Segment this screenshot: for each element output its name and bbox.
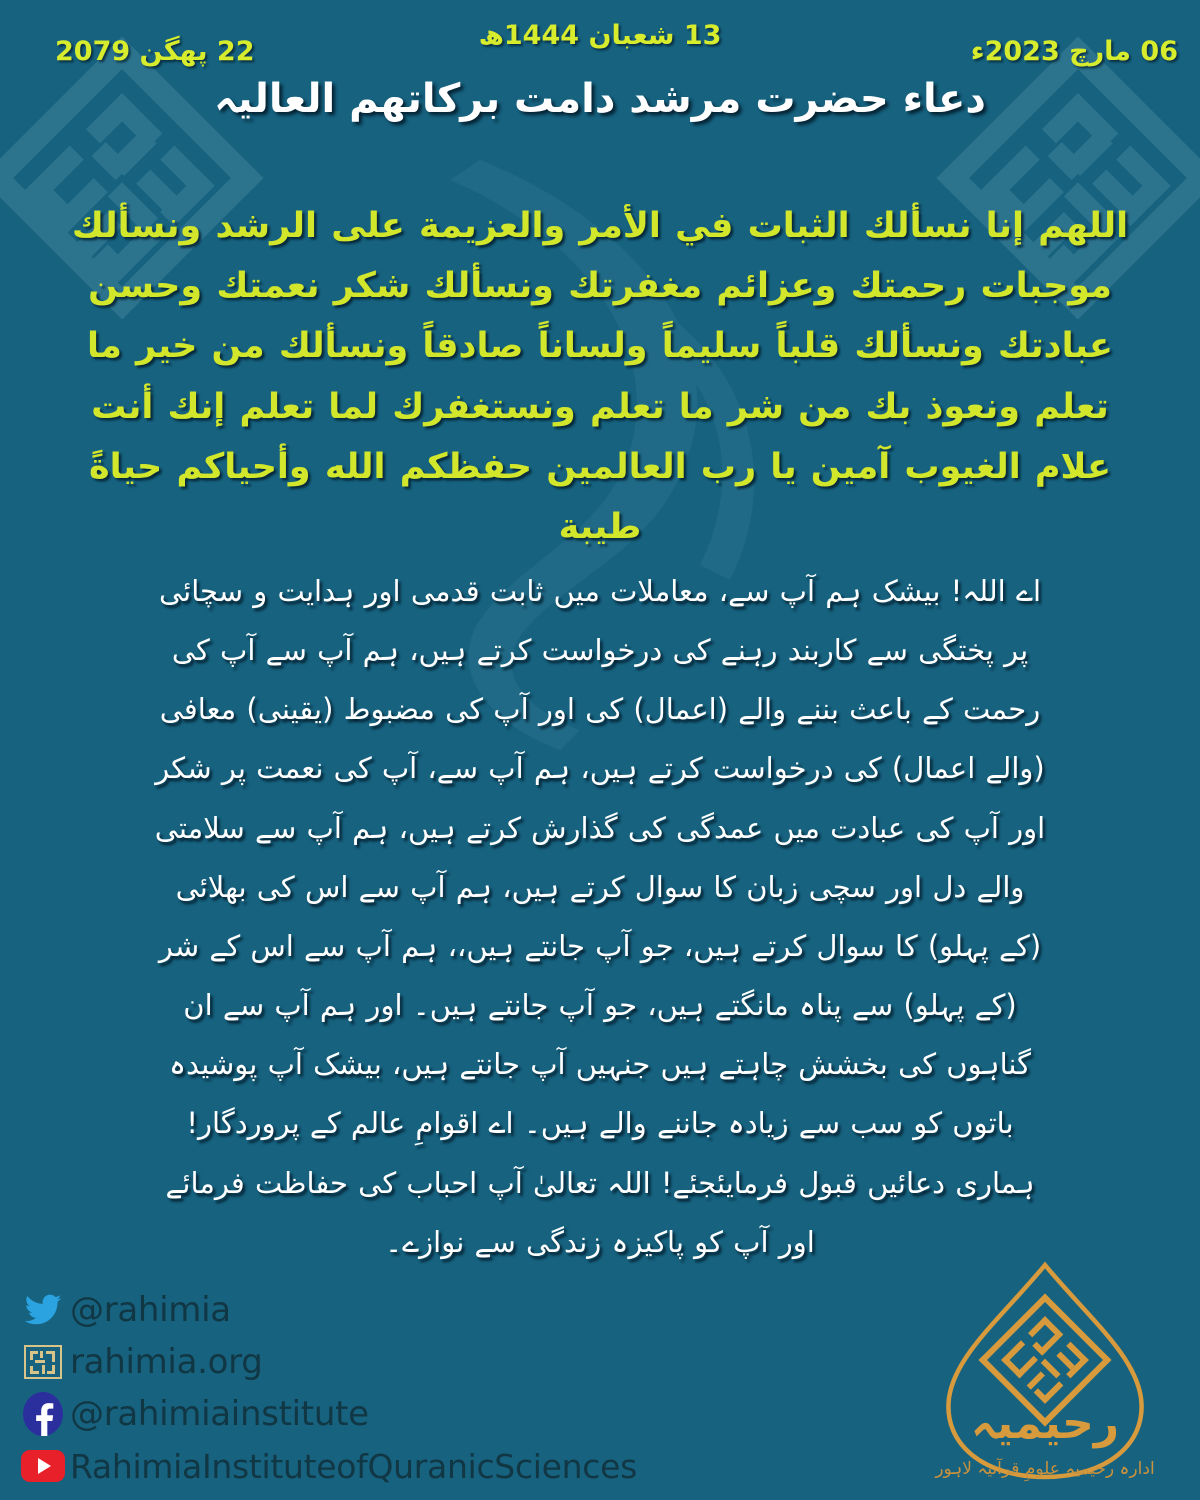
youtube-handle: RahimiaInstituteofQuranicSciences	[70, 1446, 638, 1486]
website-handle: rahimia.org	[70, 1342, 263, 1382]
page-title: دعاء حضرت مرشد دامت برکاتھم العالیہ	[214, 76, 986, 122]
bikrami-date: 22 پھگن 2079	[55, 36, 255, 67]
logo-wordmark: رحیمیہ	[970, 1398, 1120, 1449]
logo-dome-icon	[930, 1255, 1160, 1490]
date-line	[0, 18, 1200, 78]
logo-subtitle: ادارہ رحیمیہ علومِ قرآنیہ لاہور	[935, 1459, 1155, 1479]
twitter-handle: @rahimia	[70, 1290, 231, 1330]
social-link-facebook[interactable]	[22, 1388, 637, 1440]
social-link-youtube[interactable]	[22, 1440, 637, 1492]
institute-logo	[930, 1255, 1160, 1490]
facebook-icon	[22, 1393, 64, 1435]
website-icon	[22, 1341, 64, 1383]
footer	[0, 1240, 1200, 1500]
urdu-translation-text: اے اللہ! بیشک ہم آپ سے، معاملات میں ثابت قدمی اور ہدایت و سچائی پر پختگی سے کاربند رہنے کی درخواست کرتے ہیں، ہم آپ سے آپ کی رحمت کے باعث بننے والے (اعمال) کی اور آپ کی مضبوط (یقینی) معافی (والے اعمال) کی درخواست کرتے ہیں، ہم آپ سے، آپ کی نعمت پر شکر اور آپ کی عبادت میں عمدگی کی گذارش کرتے ہیں، ہم آپ سے سلامتی والے دل اور سچی زبان کا سوال کرتے ہیں، ہم آپ سے اس کی بھلائی (کے پہلو) کا سوال کرتے ہیں، جو آپ جانتے ہیں،، ہم آپ سے اس کے شر (کے پہلو) سے پناہ مانگتے ہیں، جو آپ جانتے ہیں۔ اور ہم آپ سے ان گناہوں کی بخشش چاہتے ہیں جنہیں آپ جانتے ہیں، بیشک آپ پوشیدہ باتوں کو سب سے زیادہ جاننے والے ہیں۔ اے اقوامِ عالم کے پروردگار! ہماری دعائیں قبول فرمایئجئے! اللہ تعالیٰ آپ احباب کی حفاظت فرمائے اور آپ کو پاکیزہ زندگی سے نوازے۔	[154, 574, 1046, 1259]
arabic-dua-text: اللھم إنا نسألك الثبات في الأمر والعزيمة على الرشد ونسألك موجبات رحمتك وعزائم مغفرتك ونسألك شكر نعمتك وحسن عبادتك ونسألك قلباً سليماً ولساناً صادقاً ونسألك من خير ما تعلم ونعوذ بك من شر ما تعلم ونستغفرك لما تعلم إنك أنت علام الغيوب آمين يا رب العالمين حفظكم الله وأحياكم حياةً طيبة	[71, 206, 1129, 547]
facebook-handle: @rahimiainstitute	[70, 1394, 369, 1434]
social-link-twitter[interactable]	[22, 1284, 637, 1336]
gregorian-date: 06 مارچ 2023ء	[970, 36, 1178, 67]
hijri-date: 13 شعبان 1444ھ	[478, 20, 722, 51]
social-links	[22, 1284, 637, 1492]
youtube-icon	[22, 1445, 64, 1487]
twitter-icon	[22, 1289, 64, 1331]
social-link-website[interactable]	[22, 1336, 637, 1388]
